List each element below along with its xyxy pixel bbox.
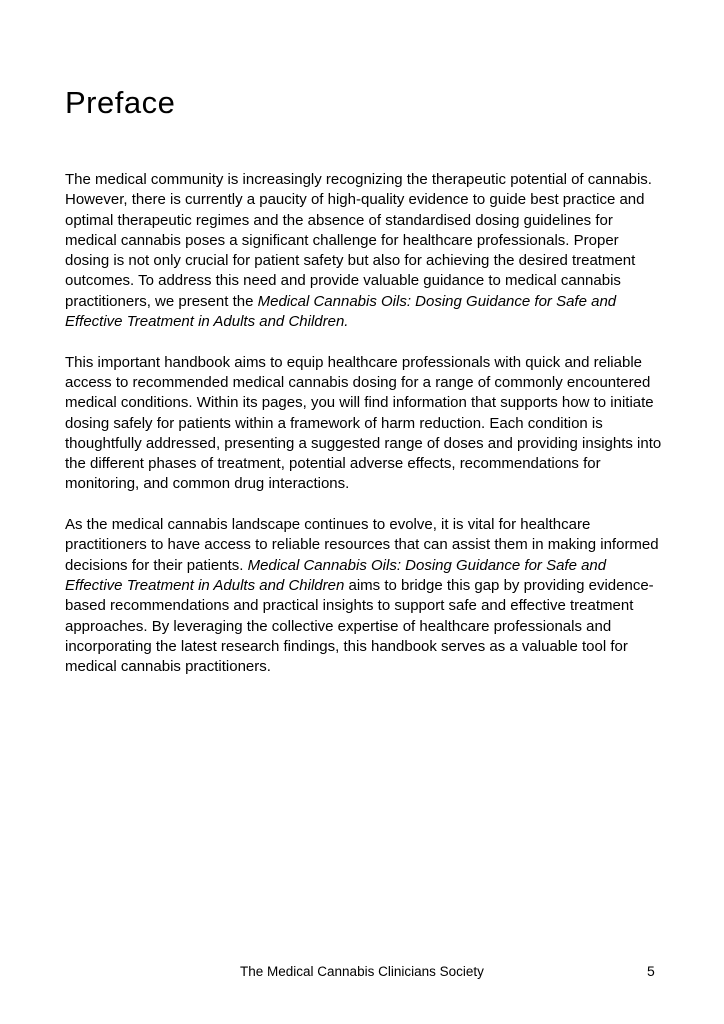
text-segment: aims to bridge this gap by providing evidence-based recommendations and practical insights to support safe and effective treatment approaches. By leveraging the collective expertise of healthcare professionals and incorporating the latest research findings, this handbook serves as a valuable tool for medical cannabis practitioners. <box>65 576 654 676</box>
footer-publisher: The Medical Cannabis Clinicians Society <box>240 964 484 979</box>
book-title-italic: Medical Cannabis Oils: Dosing Guidance for Safe and Effective Treatment in Adults and Children <box>65 556 607 594</box>
paragraph <box>65 170 662 332</box>
page-title: Preface <box>65 85 176 120</box>
text-segment: As the medical cannabis landscape continues to evolve, it is vital for healthcare practitioners to have access to reliable resources that can assist them in making informed decisions for their patients. <box>65 516 659 574</box>
body-text <box>65 170 662 698</box>
paragraph <box>65 515 662 677</box>
page-number: 5 <box>647 963 655 979</box>
text-segment: This important handbook aims to equip healthcare professionals with quick and reliable access to recommended medical cannabis dosing for a range of commonly encountered medical conditions. Within its pages, you will find information that supports how to initiate dosing safely for patients within a framework of harm reduction. Each condition is thoughtfully addressed, presenting a suggested range of doses and providing insights into the different phases of treatment, potential adverse effects, recommendations for monitoring, and common drug interactions. <box>65 353 662 493</box>
book-title-italic: Medical Cannabis Oils: Dosing Guidance for Safe and Effective Treatment in Adults and Children. <box>65 292 617 331</box>
paragraph <box>65 353 662 495</box>
text-segment: The medical community is increasingly recognizing the therapeutic potential of cannabis. However, there is currently a paucity of high-quality evidence to guide best practice and optimal therapeutic regimes and the absence of standardised dosing guidelines for medical cannabis poses a significant challenge for healthcare professionals. Proper dosing is not only crucial for patient safety but also for achieving the desired treatment outcomes. To address this need and provide valuable guidance to medical cannabis practitioners, we present the <box>65 171 652 310</box>
